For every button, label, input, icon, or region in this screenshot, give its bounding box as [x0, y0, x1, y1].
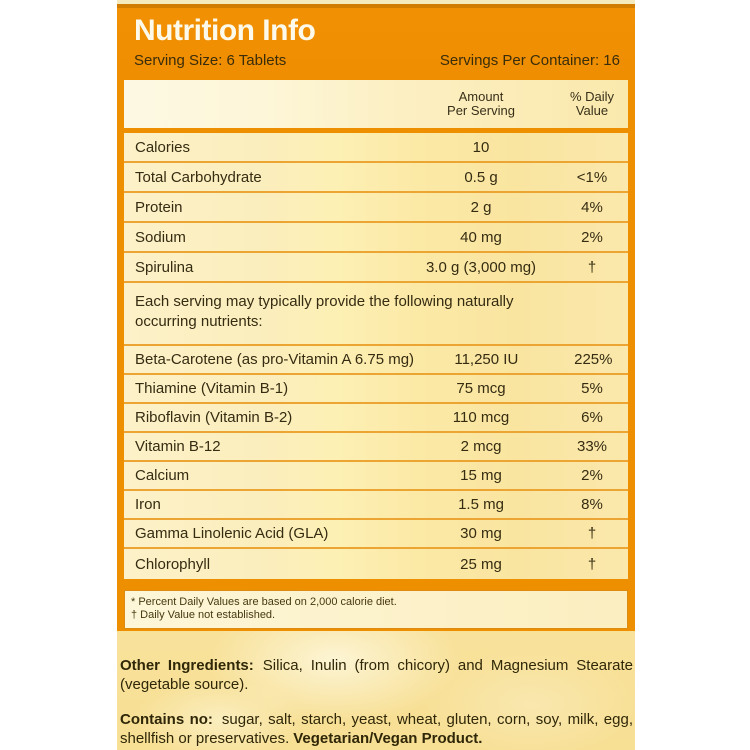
nutrient-daily-value: 2% [581, 467, 603, 484]
contains-no-paragraph [120, 710, 633, 748]
contains-no-label: Contains no: [120, 711, 213, 728]
table-row-iron [124, 491, 628, 520]
nutrition-label [117, 0, 635, 750]
amount-per-serving-header: Amount Per Serving [447, 89, 515, 118]
nutrient-daily-value: 5% [581, 380, 603, 397]
nutrient-amount: 3.0 g (3,000 mg) [425, 258, 537, 276]
nutrient-daily-value: 6% [581, 409, 603, 426]
table-row-beta-carotene [124, 346, 628, 375]
nutrient-name: Calcium [135, 467, 190, 484]
nutrient-name: Riboflavin (Vitamin B-2) [135, 409, 293, 426]
nutrient-name: Iron [135, 496, 161, 513]
page-title: Nutrition Info [134, 14, 316, 47]
nutrient-amount: 75 mcg [456, 380, 506, 397]
table-row-spirulina [124, 253, 628, 283]
other-ingredients-label: Other Ingredients: [120, 657, 254, 674]
percent-daily-value-header: % Daily Value [569, 89, 615, 118]
footnote-daily-value-not-established: † Daily Value not established. [131, 609, 276, 621]
table-row-gla [124, 520, 628, 549]
nutrient-amount: 11,250 IU [454, 351, 519, 368]
other-ingredients-paragraph [120, 656, 633, 694]
nutrient-amount: 30 mg [460, 525, 502, 542]
nutrient-name: Gamma Linolenic Acid (GLA) [135, 525, 329, 542]
nutrient-amount: 2 mcg [460, 438, 502, 455]
nutrient-daily-value: 225% [574, 351, 613, 368]
nutrient-name: Protein [135, 198, 183, 216]
nutrient-amount: 1.5 mg [458, 496, 504, 513]
table-row-protein [124, 193, 628, 223]
table-row-riboflavin [124, 404, 628, 433]
nutrient-daily-value: 4% [581, 198, 603, 216]
footnote-percent-daily-values: * Percent Daily Values are based on 2,000 calorie diet. [131, 596, 397, 608]
nutrient-daily-value: 8% [581, 496, 603, 513]
nutrient-name: Vitamin B-12 [135, 438, 221, 455]
thick-divider [124, 579, 628, 590]
table-row-sodium [124, 223, 628, 253]
nutrition-table [117, 80, 635, 631]
table-row-chlorophyll [124, 549, 628, 579]
nutrient-daily-value: 33% [576, 438, 608, 455]
nutrient-daily-value: † [587, 555, 597, 573]
vegetarian-vegan-note: Vegetarian/Vegan Product. [293, 730, 483, 747]
column-header-row [124, 80, 628, 128]
header-band [117, 8, 635, 80]
nutrient-amount: 2 g [470, 198, 492, 216]
contains-no-text: sugar, salt, starch, yeast, wheat, gluten, corn, soy, milk, egg, shellfish or preservatives. [120, 711, 633, 747]
nutrient-daily-value: † [587, 258, 597, 276]
nutrient-amount: 10 [472, 138, 490, 156]
nutrient-name: Spirulina [135, 258, 194, 276]
footnote-box [124, 590, 628, 629]
nutrient-name: Thiamine (Vitamin B-1) [135, 380, 289, 397]
table-row-calcium [124, 462, 628, 491]
nutrient-daily-value: 2% [581, 228, 603, 246]
serving-size-text: Serving Size: 6 Tablets [134, 52, 287, 69]
nutrient-amount: 15 mg [460, 467, 502, 484]
table-row-thiamine [124, 375, 628, 404]
nutrient-name: Beta-Carotene (as pro-Vitamin A 6.75 mg) [135, 351, 415, 368]
table-row-calories [124, 133, 628, 163]
nutrient-daily-value: <1% [576, 168, 608, 186]
vitamins-minerals-section [124, 346, 628, 579]
servings-per-container-text: Servings Per Container: 16 [439, 52, 620, 69]
nutrient-name: Calories [135, 138, 191, 156]
table-row-total-carbohydrate [124, 163, 628, 193]
other-ingredients-text: Silica, Inulin (from chicory) and Magnesium Stearate (vegetable source). [120, 657, 633, 693]
nutrient-daily-value: † [587, 525, 597, 542]
macro-nutrients-section [124, 133, 628, 283]
naturally-occurring-note: Each serving may typically provide the following naturally occurring nutrients: [124, 283, 628, 346]
nutrient-amount: 110 mcg [452, 409, 510, 426]
nutrient-amount: 0.5 g [464, 168, 498, 186]
serving-info-row [134, 52, 620, 69]
bottom-section [117, 656, 635, 748]
nutrient-amount: 40 mg [460, 228, 502, 246]
nutrient-name: Chlorophyll [135, 555, 211, 573]
nutrient-amount: 25 mg [460, 555, 502, 573]
nutrient-name: Sodium [135, 228, 186, 246]
table-row-vitamin-b12 [124, 433, 628, 462]
nutrient-name: Total Carbohydrate [135, 168, 262, 186]
